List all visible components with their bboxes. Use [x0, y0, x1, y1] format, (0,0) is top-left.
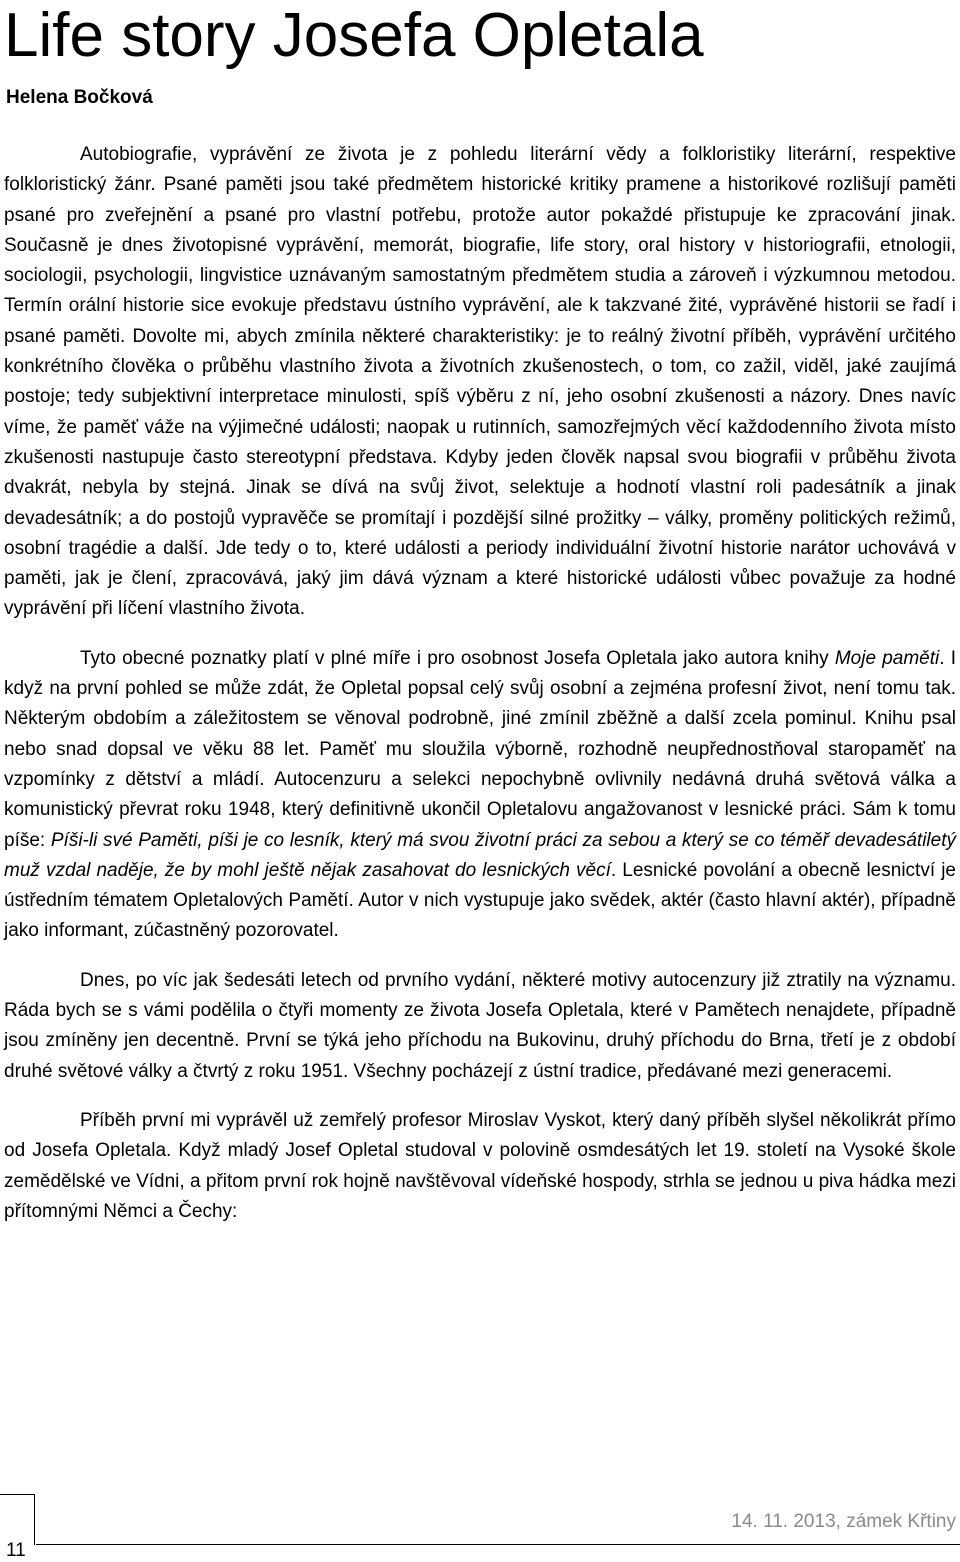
paragraph-4-text: Příběh první mi vyprávěl už zemřelý profesor Miroslav Vyskot, který daný příběh slyšel několikrát přímo od Josefa Opletala. Když mladý Josef Opletal studoval v polovině osmdesátých let 19. století na Vysoké škole zemědělské ve Vídni, a přitom první rok hojně navštěvoval vídeňské hospody, strhla se jednou u piva hádka mezi přítomnými Němci a Čechy:: [4, 1109, 956, 1222]
page-number-box: [0, 1494, 35, 1545]
paragraph-2: [4, 644, 956, 947]
paragraph-3-text: Dnes, po víc jak šedesáti letech od prvního vydání, některé motivy autocenzury již ztratily na významu. Ráda bych se s vámi podělila o čtyři momenty ze života Josefa Opletala, které v Pamětech nenajdete, případně jsou zmíněny jen decentně. První se týká jeho příchodu na Bukovinu, druhý příchodu do Brna, třetí je z období druhé světové války a čtvrtý z roku 1951. Všechny pocházejí z ústní tradice, předávané mezi generacemi.: [4, 969, 956, 1082]
quotation: Píši-li své Paměti, píši je co lesník, který má svou životní práci za sebou a který se co téměř devadesátiletý muž vzdal naděje, že by mohl ještě nějak zasahovat do lesnických věcí: [4, 829, 956, 881]
paragraph-3: [4, 966, 956, 1087]
paragraph-1-text: Autobiografie, vyprávění ze života je z pohledu literární vědy a folkloristiky literární, respektive folkloristický žánr. Psané paměti jsou také předmětem historické kritiky pramene a historikové rozlišují paměti psané pro zveřejnění a psané pro vlastní potřebu, protože autor pokaždé přistupuje ke zpracování jinak. Současně je dnes životopisné vyprávění, memorát, biografie, life story, oral history v historiografii, etnologii, sociologii, psychologii, lingvistice uznávaným samostatným předmětem studia a zároveň i výzkumnou metodou. Termín orální historie sice evokuje představu ústního vyprávění, ale k takzvané žité, vyprávěné historii se řadí i psané paměti. Dovolte mi, abych zmínila některé charakteristiky: je to reálný životní příběh, vyprávění určitého konkrétního člověka o průběhu vlastního života a životních zkušenostech, o tom, co zažil, viděl, jaké zaujímá postoje; tedy subjektivní interpretace minulosti, spíš výběru z ní, jeho osobní zkušenosti a názory. Dnes navíc víme, že paměť váže na výjimečné události; naopak u rutinních, samozřejmých věcí každodenního života místo zkušenosti nastupuje často stereotypní představa. Kdyby jeden člověk napsal svou biografii v průběhu života dvakrát, nebyla by stejná. Jinak se dívá na svůj život, selektuje a hodnotí vlastní roli padesátník a jinak devadesátník; a do postojů vypravěče se promítají i pozdější silné prožitky – války, proměny politických režimů, osobní tragédie a další. Jde tedy o to, které události a periody individuální životní historie narátor uchovává v paměti, jak je člení, zpracovává, jaký jim dává význam a které historické události vůbec považuje za hodné vyprávění při líčení vlastního života.: [4, 144, 956, 620]
book-title: Moje paměti: [834, 647, 940, 669]
footer-note: 14. 11. 2013, zámek Křtiny: [731, 1511, 956, 1532]
page-number: 11: [6, 1540, 26, 1561]
paragraph-2-text: Tyto obecné poznatky platí v plné míře i pro osobnost Josefa Opletala jako autora knihy: [80, 647, 835, 669]
paragraph-4: [4, 1106, 956, 1227]
author-name: Helena Bočková: [6, 87, 153, 108]
paragraph-2-text: . I když na první pohled se může zdát, že Opletal popsal celý svůj osobní a zejména profesní život, není tomu tak. Některým obdobím a záležitostem se věnoval podrobně, jiné zmínil zběžně a další zcela pominul. Knihu psal nebo snad dopsal ve věku 88 let. Paměť mu sloužila výborně, rozhodně neupřednostňoval staropaměť na vzpomínky z dětství a mládí. Autocenzuru a selekci nepochybně ovlivnily nedávná druhá světová válka a komunistický převrat roku 1948, který definitivně ukončil Opletalovu angažovanost v lesnické práci. Sám k tomu píše:: [4, 647, 956, 851]
page-footer: [0, 1494, 960, 1561]
page-title: Life story Josefa Opletala: [4, 1, 704, 70]
paragraph-1: [4, 140, 956, 625]
document-page: [4, 0, 956, 1246]
paragraph-2-text: . Lesnické povolání a obecně lesnictví je ústředním tématem Opletalových Pamětí. Autor v nich vystupuje jako svědek, aktér (často hlavní aktér), případně jako informant, zúčastněný pozorovatel.: [4, 859, 956, 942]
body-text: [4, 140, 956, 1227]
